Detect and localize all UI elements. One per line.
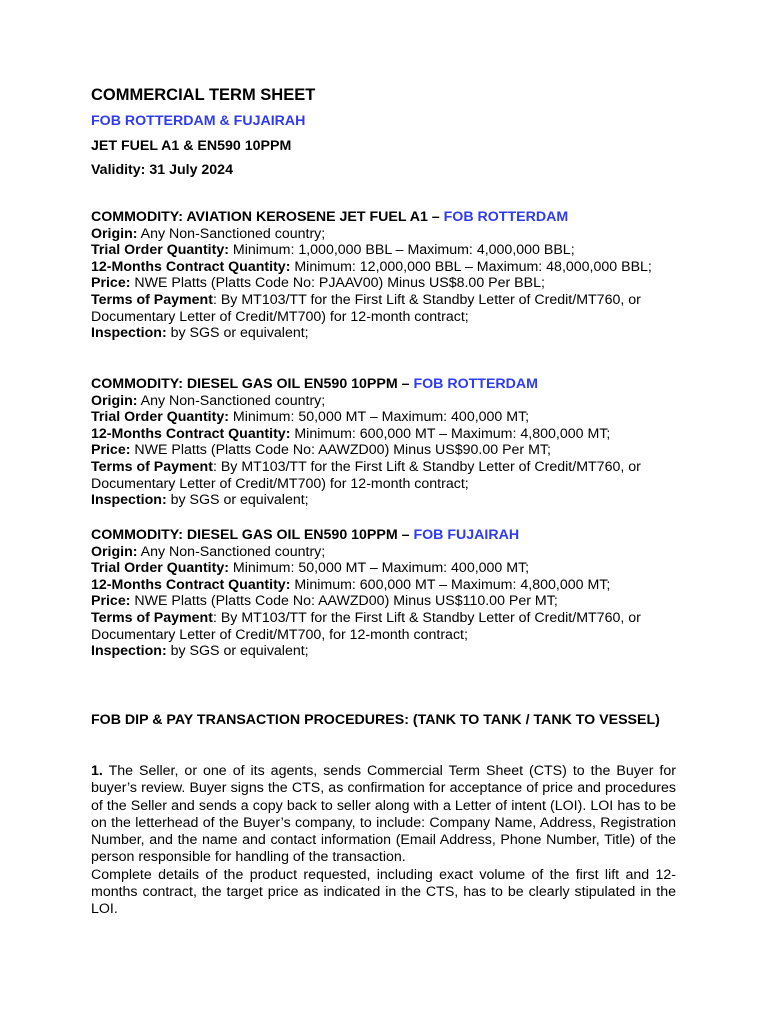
price-line bbox=[91, 275, 678, 292]
payment-terms-label: Terms of Payment bbox=[91, 458, 213, 475]
inspection-label: Inspection: bbox=[91, 643, 167, 660]
inspection-value: by SGS or equivalent; bbox=[166, 643, 309, 660]
procedure-step-number: 1. bbox=[91, 763, 103, 779]
origin-value: Any Non-Sanctioned country; bbox=[137, 543, 326, 560]
contract-quantity-line bbox=[91, 577, 678, 594]
commodity-heading-location: FOB ROTTERDAM bbox=[413, 376, 538, 392]
trial-quantity-value: Minimum: 1,000,000 BBL – Maximum: 4,000,000 BBL; bbox=[228, 242, 575, 259]
payment-terms-value: : By MT103/TT for the First Lift & Standby Letter of Credit/MT760, or Documentary Letter of Credit/MT700, for 12-month contract; bbox=[91, 609, 641, 643]
contract-quantity-label: 12-Months Contract Quantity: bbox=[91, 425, 291, 442]
contract-quantity-line bbox=[91, 259, 678, 276]
payment-terms-line bbox=[91, 610, 678, 643]
price-value: NWE Platts (Platts Code No: AAWZD00) Minus US$90.00 Per MT; bbox=[130, 442, 551, 459]
subtitle-products: JET FUEL A1 & EN590 10PPM bbox=[91, 138, 292, 154]
contract-quantity-label: 12-Months Contract Quantity: bbox=[91, 576, 291, 593]
origin-line bbox=[91, 393, 678, 410]
trial-quantity-value: Minimum: 50,000 MT – Maximum: 400,000 MT; bbox=[228, 409, 530, 426]
trial-quantity-label: Trial Order Quantity: bbox=[91, 560, 229, 577]
trial-quantity-line bbox=[91, 560, 678, 577]
trial-quantity-line bbox=[91, 409, 678, 426]
inspection-line bbox=[91, 325, 678, 342]
procedure-step-1 bbox=[91, 763, 676, 867]
commodity-section-diesel-fujairah bbox=[91, 527, 678, 660]
trial-quantity-value: Minimum: 50,000 MT – Maximum: 400,000 MT; bbox=[228, 560, 530, 577]
payment-terms-label: Terms of Payment bbox=[91, 291, 213, 308]
procedures-heading: FOB DIP & PAY TRANSACTION PROCEDURES: (TANK TO TANK / TANK TO VESSEL) bbox=[91, 712, 660, 728]
commodity-heading-label: COMMODITY: AVIATION KEROSENE JET FUEL A1 – bbox=[91, 209, 444, 225]
inspection-line bbox=[91, 643, 678, 660]
inspection-label: Inspection: bbox=[91, 492, 167, 509]
inspection-value: by SGS or equivalent; bbox=[166, 492, 309, 509]
origin-line bbox=[91, 226, 678, 243]
trial-quantity-label: Trial Order Quantity: bbox=[91, 409, 229, 426]
origin-value: Any Non-Sanctioned country; bbox=[137, 225, 326, 242]
contract-quantity-label: 12-Months Contract Quantity: bbox=[91, 258, 291, 275]
price-line bbox=[91, 593, 678, 610]
contract-quantity-line bbox=[91, 426, 678, 443]
commodity-heading-label: COMMODITY: DIESEL GAS OIL EN590 10PPM – bbox=[91, 527, 414, 543]
price-line bbox=[91, 442, 678, 459]
commodity-heading bbox=[91, 376, 678, 393]
origin-line bbox=[91, 544, 678, 561]
procedures-body bbox=[91, 763, 676, 919]
price-value: NWE Platts (Platts Code No: AAWZD00) Minus US$110.00 Per MT; bbox=[130, 593, 558, 610]
payment-terms-line bbox=[91, 292, 678, 325]
inspection-line bbox=[91, 492, 678, 509]
payment-terms-label: Terms of Payment bbox=[91, 609, 213, 626]
origin-label: Origin: bbox=[91, 392, 138, 409]
procedure-step-1-details: Complete details of the product requested, including exact volume of the first lift and 12-months contract, the target price as indicated in the CTS, has to be clearly stipulated in the LOI. bbox=[91, 866, 676, 918]
payment-terms-line bbox=[91, 459, 678, 492]
subtitle-validity: Validity: 31 July 2024 bbox=[91, 162, 233, 178]
commodity-heading-label: COMMODITY: DIESEL GAS OIL EN590 10PPM – bbox=[91, 376, 414, 392]
commodity-heading-location: FOB ROTTERDAM bbox=[443, 209, 569, 225]
origin-label: Origin: bbox=[91, 543, 138, 560]
subtitle-fob-locations: FOB ROTTERDAM & FUJAIRAH bbox=[91, 113, 306, 129]
price-label: Price: bbox=[91, 593, 131, 610]
payment-terms-value: : By MT103/TT for the First Lift & Standby Letter of Credit/MT760, or Documentary Letter of Credit/MT700) for 12-month contract; bbox=[91, 458, 641, 492]
price-label: Price: bbox=[91, 275, 131, 292]
price-label: Price: bbox=[91, 442, 131, 459]
inspection-value: by SGS or equivalent; bbox=[166, 325, 309, 342]
trial-quantity-label: Trial Order Quantity: bbox=[91, 242, 229, 259]
contract-quantity-value: Minimum: 600,000 MT – Maximum: 4,800,000 MT; bbox=[290, 425, 611, 442]
procedure-step-text: The Seller, or one of its agents, sends Commercial Term Sheet (CTS) to the Buyer for buyer’s review. Buyer signs the CTS, as confirmation for acceptance of price and procedures of the Seller and sends a copy back to seller along with a Letter of intent (LOI). LOI has to be on the letterhead of the Buyer’s company, to include: Company Name, Address, Registration Number, and the name and contact information (Email Address, Phone Number, Title) of the person responsible for handling of the transaction. bbox=[91, 763, 676, 866]
commodity-section-diesel-rotterdam bbox=[91, 376, 678, 509]
commodity-heading-location: FOB FUJAIRAH bbox=[413, 527, 520, 543]
commodity-heading bbox=[91, 527, 678, 544]
commodity-heading bbox=[91, 209, 678, 226]
payment-terms-value: : By MT103/TT for the First Lift & Standby Letter of Credit/MT760, or Documentary Letter of Credit/MT700) for 12-month contract; bbox=[91, 291, 641, 325]
trial-quantity-line bbox=[91, 242, 678, 259]
contract-quantity-value: Minimum: 12,000,000 BBL – Maximum: 48,000,000 BBL; bbox=[290, 258, 652, 275]
contract-quantity-value: Minimum: 600,000 MT – Maximum: 4,800,000 MT; bbox=[290, 576, 611, 593]
price-value: NWE Platts (Platts Code No: PJAAV00) Minus US$8.00 Per BBL; bbox=[130, 275, 545, 292]
commodity-section-jet-fuel-rotterdam bbox=[91, 209, 678, 342]
inspection-label: Inspection: bbox=[91, 325, 167, 342]
document-title: COMMERCIAL TERM SHEET bbox=[91, 86, 316, 104]
origin-label: Origin: bbox=[91, 225, 138, 242]
origin-value: Any Non-Sanctioned country; bbox=[137, 392, 326, 409]
